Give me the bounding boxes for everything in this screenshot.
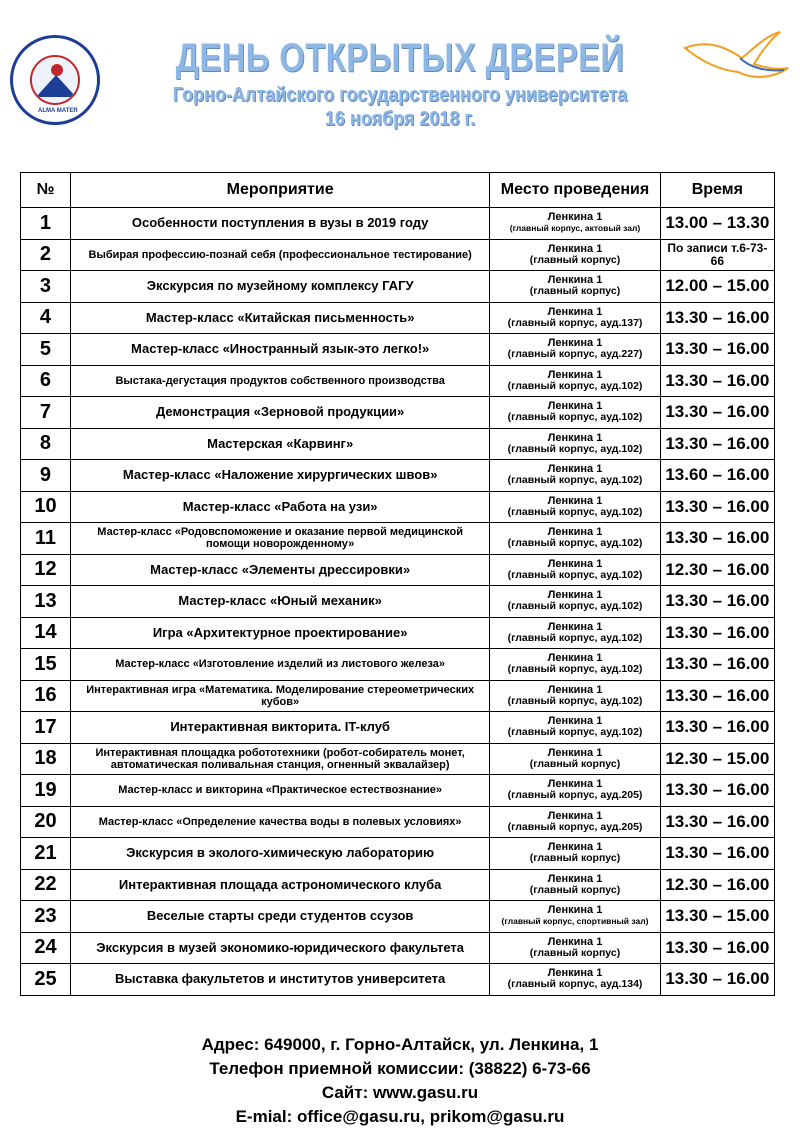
row-event: Экскурсия в музей экономико-юридического факультета xyxy=(70,932,489,964)
table-row xyxy=(21,554,775,586)
table-row xyxy=(21,460,775,492)
row-number: 20 xyxy=(21,806,71,838)
row-number: 10 xyxy=(21,491,71,523)
footer-email: E-mial: office@gasu.ru, prikom@gasu.ru xyxy=(235,1107,565,1126)
column-header-event: Мероприятие xyxy=(70,173,489,208)
row-place xyxy=(490,932,660,964)
table-row xyxy=(21,806,775,838)
row-event: Демонстрация «Зерновой продукции» xyxy=(70,397,489,429)
page-title: ДЕНЬ ОТКРЫТЫХ ДВЕРЕЙ xyxy=(175,36,625,80)
row-place-room: (главный корпус, ауд.227) xyxy=(507,348,643,361)
row-event: Особенности поступления в вузы в 2019 году xyxy=(70,208,489,240)
row-place-address: Ленкина 1 xyxy=(547,841,603,854)
row-time: 13.30 – 16.00 xyxy=(660,491,774,523)
column-header-place: Место проведения xyxy=(490,173,660,208)
footer-address: Адрес: 649000, г. Горно-Алтайск, ул. Ленкина, 1 xyxy=(201,1035,599,1054)
row-place xyxy=(490,491,660,523)
row-time: 13.30 – 16.00 xyxy=(660,838,774,870)
row-place xyxy=(490,554,660,586)
row-place-room: (главный корпус) xyxy=(529,946,621,959)
schedule-rows xyxy=(21,208,775,996)
row-number: 25 xyxy=(21,964,71,996)
row-place xyxy=(490,806,660,838)
row-event: Мастерская «Карвинг» xyxy=(70,428,489,460)
row-place-room: (главный корпус, ауд.102) xyxy=(507,442,643,455)
row-time: 13.30 – 16.00 xyxy=(660,365,774,397)
row-time: 13.30 – 16.00 xyxy=(660,617,774,649)
row-number: 12 xyxy=(21,554,71,586)
row-place-address: Ленкина 1 xyxy=(547,872,603,885)
row-event: Мастер-класс «Изготовление изделий из листового железа» xyxy=(70,649,489,681)
row-place-address: Ленкина 1 xyxy=(547,967,603,980)
row-place-room: (главный корпус, ауд.102) xyxy=(507,411,643,424)
row-place xyxy=(490,302,660,334)
footer-site: Сайт: www.gasu.ru xyxy=(321,1083,479,1102)
row-number: 21 xyxy=(21,838,71,870)
row-place-room: (главный корпус, спортивный зал) xyxy=(501,916,649,927)
row-place xyxy=(490,239,660,271)
row-place-address: Ленкина 1 xyxy=(547,242,603,255)
row-place xyxy=(490,743,660,775)
table-row xyxy=(21,334,775,366)
row-time: 13.30 – 15.00 xyxy=(660,901,774,933)
row-number: 24 xyxy=(21,932,71,964)
table-row xyxy=(21,680,775,712)
table-row xyxy=(21,491,775,523)
row-place-address: Ленкина 1 xyxy=(547,526,603,539)
row-time: 12.30 – 15.00 xyxy=(660,743,774,775)
row-place-address: Ленкина 1 xyxy=(547,368,603,381)
row-place-room: (главный корпус, ауд.102) xyxy=(507,631,643,644)
row-event: Выбирая профессию-познай себя (профессиональное тестирование) xyxy=(70,239,489,271)
table-row xyxy=(21,869,775,901)
row-place-address: Ленкина 1 xyxy=(547,652,603,665)
row-event: Выстака-дегустация продуктов собственного производства xyxy=(70,365,489,397)
row-event: Выставка факультетов и институтов университета xyxy=(70,964,489,996)
logo-label: ALMA MATER xyxy=(38,108,78,114)
row-time: 13.30 – 16.00 xyxy=(660,428,774,460)
table-row xyxy=(21,271,775,303)
row-place xyxy=(490,617,660,649)
row-place xyxy=(490,838,660,870)
row-place-address: Ленкина 1 xyxy=(547,431,603,444)
row-number: 2 xyxy=(21,239,71,271)
row-time: 12.00 – 15.00 xyxy=(660,271,774,303)
row-number: 18 xyxy=(21,743,71,775)
row-place-address: Ленкина 1 xyxy=(547,778,603,791)
row-event: Игра «Архитектурное проектирование» xyxy=(70,617,489,649)
row-event: Интерактивная игра «Математика. Моделирование стереометрических кубов» xyxy=(70,680,489,712)
row-time: 13.00 – 13.30 xyxy=(660,208,774,240)
row-place-room: (главный корпус, ауд.102) xyxy=(507,474,643,487)
row-number: 22 xyxy=(21,869,71,901)
row-place-address: Ленкина 1 xyxy=(547,211,603,224)
table-row xyxy=(21,743,775,775)
row-event: Мастер-класс «Иностранный язык-это легко!» xyxy=(70,334,489,366)
row-place xyxy=(490,775,660,807)
row-event: Интерактивная площадка робототехники (робот-собиратель монет, автоматическая поливальная станция, огненный эквалайзер) xyxy=(70,743,489,775)
row-number: 11 xyxy=(21,523,71,555)
row-place-room: (главный корпус) xyxy=(529,285,621,298)
row-event: Мастер-класс и викторина «Практическое естествознание» xyxy=(70,775,489,807)
table-row xyxy=(21,649,775,681)
table-row xyxy=(21,586,775,618)
row-time: 13.30 – 16.00 xyxy=(660,649,774,681)
row-time: 13.30 – 16.00 xyxy=(660,397,774,429)
row-place-room: (главный корпус, ауд.102) xyxy=(507,505,643,518)
table-row xyxy=(21,365,775,397)
row-place-room: (главный корпус) xyxy=(529,852,621,865)
row-number: 16 xyxy=(21,680,71,712)
row-place-address: Ленкина 1 xyxy=(547,904,603,917)
row-place-address: Ленкина 1 xyxy=(547,935,603,948)
row-place-room: (главный корпус, ауд.102) xyxy=(507,600,643,613)
row-place-room: (главный корпус) xyxy=(529,757,621,770)
row-time: По записи т.6-73-66 xyxy=(660,239,774,271)
row-time: 12.30 – 16.00 xyxy=(660,554,774,586)
row-time: 13.60 – 16.00 xyxy=(660,460,774,492)
row-number: 13 xyxy=(21,586,71,618)
row-place-address: Ленкина 1 xyxy=(547,494,603,507)
table-row xyxy=(21,932,775,964)
row-number: 15 xyxy=(21,649,71,681)
row-number: 1 xyxy=(21,208,71,240)
table-row xyxy=(21,428,775,460)
row-number: 19 xyxy=(21,775,71,807)
row-time: 13.30 – 16.00 xyxy=(660,680,774,712)
row-time: 12.30 – 16.00 xyxy=(660,869,774,901)
row-place-room: (главный корпус, ауд.205) xyxy=(507,789,643,802)
row-time: 13.30 – 16.00 xyxy=(660,712,774,744)
row-place xyxy=(490,428,660,460)
row-event: Интерактивная площада астрономического клуба xyxy=(70,869,489,901)
row-place xyxy=(490,397,660,429)
row-event: Мастер-класс «Определение качества воды в полевых условиях» xyxy=(70,806,489,838)
row-number: 8 xyxy=(21,428,71,460)
row-place-address: Ленкина 1 xyxy=(547,589,603,602)
row-place-room: (главный корпус, ауд.102) xyxy=(507,663,643,676)
row-place-address: Ленкина 1 xyxy=(547,809,603,822)
row-time: 13.30 – 16.00 xyxy=(660,964,774,996)
row-place-address: Ленкина 1 xyxy=(547,557,603,570)
table-row xyxy=(21,964,775,996)
table-row xyxy=(21,208,775,240)
row-time: 13.30 – 16.00 xyxy=(660,302,774,334)
row-place xyxy=(490,271,660,303)
row-place-address: Ленкина 1 xyxy=(547,337,603,350)
table-row xyxy=(21,239,775,271)
row-time: 13.30 – 16.00 xyxy=(660,775,774,807)
row-place xyxy=(490,964,660,996)
row-number: 3 xyxy=(21,271,71,303)
row-number: 14 xyxy=(21,617,71,649)
row-number: 17 xyxy=(21,712,71,744)
row-place xyxy=(490,523,660,555)
row-place xyxy=(490,901,660,933)
row-event: Мастер-класс «Юный механик» xyxy=(70,586,489,618)
row-time: 13.30 – 16.00 xyxy=(660,932,774,964)
row-event: Мастер-класс «Элементы дрессировки» xyxy=(70,554,489,586)
row-time: 13.30 – 16.00 xyxy=(660,523,774,555)
row-place-room: (главный корпус, ауд.137) xyxy=(507,316,643,329)
row-number: 23 xyxy=(21,901,71,933)
row-number: 9 xyxy=(21,460,71,492)
schedule-table xyxy=(20,172,775,996)
row-place xyxy=(490,365,660,397)
column-header-time: Время xyxy=(660,173,774,208)
row-place xyxy=(490,869,660,901)
row-place-address: Ленкина 1 xyxy=(547,683,603,696)
row-place xyxy=(490,334,660,366)
table-row xyxy=(21,397,775,429)
table-row xyxy=(21,712,775,744)
row-event: Мастер-класс «Родовспоможение и оказание первой медицинской помощи новорожденному» xyxy=(70,523,489,555)
row-place-room: (главный корпус) xyxy=(529,883,621,896)
row-time: 13.30 – 16.00 xyxy=(660,334,774,366)
row-place xyxy=(490,712,660,744)
table-header-row xyxy=(21,173,775,208)
row-place-room: (главный корпус, ауд.102) xyxy=(507,537,643,550)
table-row xyxy=(21,617,775,649)
row-place-room: (главный корпус, ауд.102) xyxy=(507,726,643,739)
row-place-address: Ленкина 1 xyxy=(547,274,603,287)
row-place-room: (главный корпус, ауд.134) xyxy=(507,978,643,991)
row-number: 5 xyxy=(21,334,71,366)
row-place-room: (главный корпус, актовый зал) xyxy=(509,223,641,234)
row-number: 4 xyxy=(21,302,71,334)
page-subtitle: Горно-Алтайского государственного университета xyxy=(172,84,628,106)
row-event: Мастер-класс «Наложение хирургических швов» xyxy=(70,460,489,492)
row-place-address: Ленкина 1 xyxy=(547,305,603,318)
row-place-room: (главный корпус, ауд.102) xyxy=(507,379,643,392)
row-event: Веселые старты среди студентов ссузов xyxy=(70,901,489,933)
row-place-address: Ленкина 1 xyxy=(547,746,603,759)
row-place-address: Ленкина 1 xyxy=(547,463,603,476)
row-place xyxy=(490,586,660,618)
table-row xyxy=(21,775,775,807)
table-row xyxy=(21,302,775,334)
row-place xyxy=(490,649,660,681)
row-event: Экскурсия в эколого-химическую лабораторию xyxy=(70,838,489,870)
row-place-room: (главный корпус, ауд.205) xyxy=(507,820,643,833)
row-place xyxy=(490,460,660,492)
table-row xyxy=(21,838,775,870)
row-place xyxy=(490,208,660,240)
row-place-room: (главный корпус) xyxy=(529,253,621,266)
event-date: 16 ноября 2018 г. xyxy=(324,108,476,130)
row-number: 7 xyxy=(21,397,71,429)
table-row xyxy=(21,901,775,933)
row-event: Мастер-класс «Работа на узи» xyxy=(70,491,489,523)
row-place-address: Ленкина 1 xyxy=(547,620,603,633)
row-number: 6 xyxy=(21,365,71,397)
row-event: Интерактивная викторита. IT-клуб xyxy=(70,712,489,744)
row-event: Мастер-класс «Китайская письменность» xyxy=(70,302,489,334)
row-place xyxy=(490,680,660,712)
table-row xyxy=(21,523,775,555)
row-event: Экскурсия по музейному комплексу ГАГУ xyxy=(70,271,489,303)
column-header-number: № xyxy=(21,173,71,208)
footer-phone: Телефон приемной комиссии: (38822) 6-73-66 xyxy=(209,1059,591,1078)
row-time: 13.30 – 16.00 xyxy=(660,586,774,618)
row-time: 13.30 – 16.00 xyxy=(660,806,774,838)
row-place-address: Ленкина 1 xyxy=(547,400,603,413)
row-place-room: (главный корпус, ауд.102) xyxy=(507,568,643,581)
row-place-room: (главный корпус, ауд.102) xyxy=(507,694,643,707)
row-place-address: Ленкина 1 xyxy=(547,715,603,728)
